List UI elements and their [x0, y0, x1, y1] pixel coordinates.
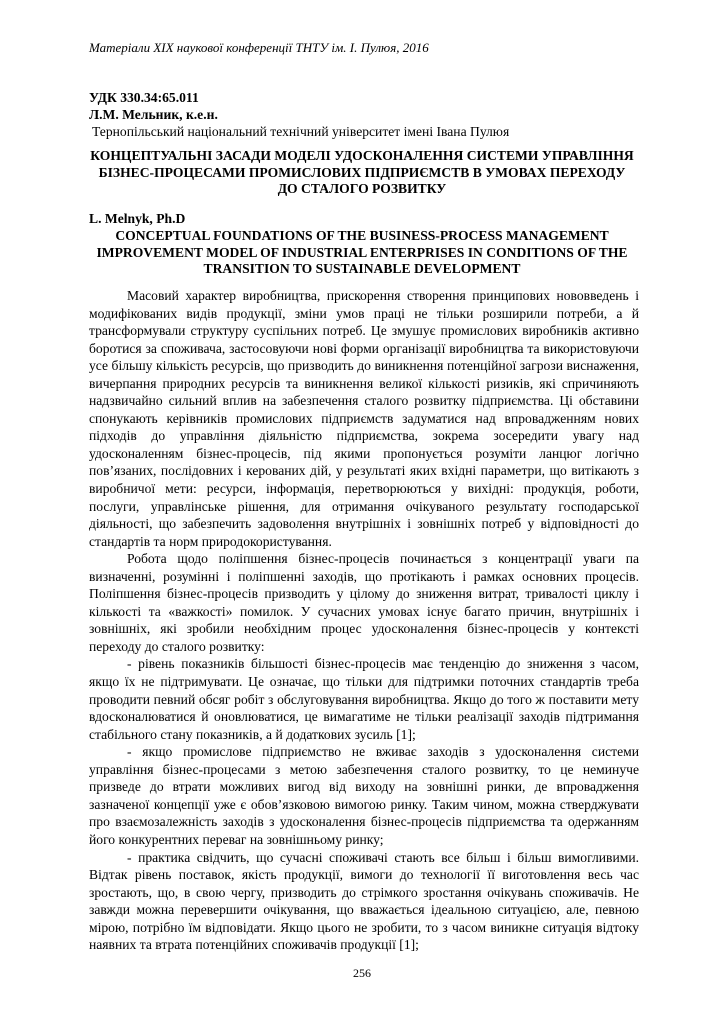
title-english: CONCEPTUAL FOUNDATIONS OF THE BUSINESS-PROCESS MANAGEMENT IMPROVEMENT MODEL OF INDUSTRIAL ENTERPRISES IN CONDITIONS OF THE TRANSITION TO SUSTAINABLE DEVELOPMENT [96, 228, 628, 276]
affiliation: Тернопільський національний технічний університет імені Івана Пулюя [92, 124, 510, 139]
paragraph: Робота щодо поліпшення бізнес-процесів починається з концентрації уваги па визначенні, розумінні і поліпшенні заходів, що протікають і рамках основних процесів. Поліпшення бізнес-процесів призводить у цілому до зниження витрат, тривалості циклу і кількості та «важкості» помилок. У сучасних умовах існує багато причин, внутрішніх і зовнішніх, які зробили необхідним процес удосконалення бізнес-процесів у контексті переходу до сталого розвитку: [89, 551, 639, 654]
author-line: Л.М. Мельник, к.е.н. [89, 107, 218, 122]
list-item: - рівень показників більшості бізнес-процесів має тенденцію до зниження з часом, якщо їх не підтримувати. Це означає, що тільки для підтримки поточних стандартів треба проводити певний обсяг робіт з обслуговування виробництва. Якщо до того ж поставити мету вдосконалюватися й оновлюватися, це вимагатиме не тільки реалізації заходів підтримання стабільного стану показників, а й додаткових зусиль [1]; [89, 656, 639, 742]
title-ukrainian: КОНЦЕПТУАЛЬНІ ЗАСАДИ МОДЕЛІ УДОСКОНАЛЕННЯ СИСТЕМИ УПРАВЛІННЯ БІЗНЕС-ПРОЦЕСАМИ ПРОМИСЛОВИХ ПІДПРИЄМСТВ В УМОВАХ ПЕРЕХОДУ ДО СТАЛОГО РОЗВИТКУ [90, 148, 634, 196]
page-number: 256 [353, 966, 371, 980]
body-text [89, 287, 639, 954]
paragraph: Масовий характер виробництва, прискорення створення принципових нововведень і модифікованих видів продукції, зміни умов праці не тільки розширили потреби, а й трансформували структуру суспільних потреб. Це змушує промислових виробників активно боротися за споживача, застосовуючи нові форми організації виробництва та використовуючи усе більшу кількість ресурсів, що призводить до виникнення потенційної загрози виснаження, вичерпання природних ресурсів та виникнення великої кількості ризиків, які спричиняють надзвичайно сильний вплив на забезпечення сталого розвитку підприємства. Ці обставини спонукають керівників промислових підприємств задуматися над впровадженням нових підходів до управління діяльністю підприємства, зокрема зосередити увагу над удосконаленням бізнес-процесів, під якими пропонується розуміти ланцюг логічно пов’язаних, послідовних і керованих дій, у результаті яких вхідні параметри, що витікають з виробничої мети: ресурси, інформація, перетворюються у вихідні: продукція, роботи, послуги, управлінське рішення, для отримання очікуваного результату господарської діяльності, що забезпечить задоволення внутрішніх і зовнішніх потреб у відповідності до стандартів та норм природокористування. [89, 288, 639, 549]
udk-code: УДК 330.34:65.011 [89, 90, 199, 105]
running-head: Матеріали ХІХ наукової конференції ТНТУ ім. І. Пулюя, 2016 [89, 40, 429, 55]
list-item: - якщо промислове підприємство не вживає заходів з удосконалення системи управління бізнес-процесами з метою забезпечення сталого розвитку, то це неминуче призведе до втрати можливих вигод від виходу на зовнішні ринки, де впровадження зазначеної концепції уже є обов’язковою вимогою ринку. Таким чином, можна стверджувати про взаємозалежність заходів з удосконалення бізнес-процесів підприємства та одержанням його конкурентних переваг на зовнішньому ринку; [89, 744, 639, 847]
list-item: - практика свідчить, що сучасні споживачі стають все більш і більш вимогливими. Відтак рівень поставок, якість продукції, вимоги до технології її виготовлення весь час зростають, що, в свою чергу, призводить до стрімкого зростання очікувань споживачів. Не завжди можна перевершити очікування, що вважається ідеальною ситуацією, але, певною мірою, потрібно їм відповідати. Якщо цього не зробити, то з часом виникне ситуація відтоку наявних та втрата потенційних споживачів продукції [1]; [89, 849, 639, 953]
author-english: L. Melnyk, Ph.D [89, 211, 186, 226]
